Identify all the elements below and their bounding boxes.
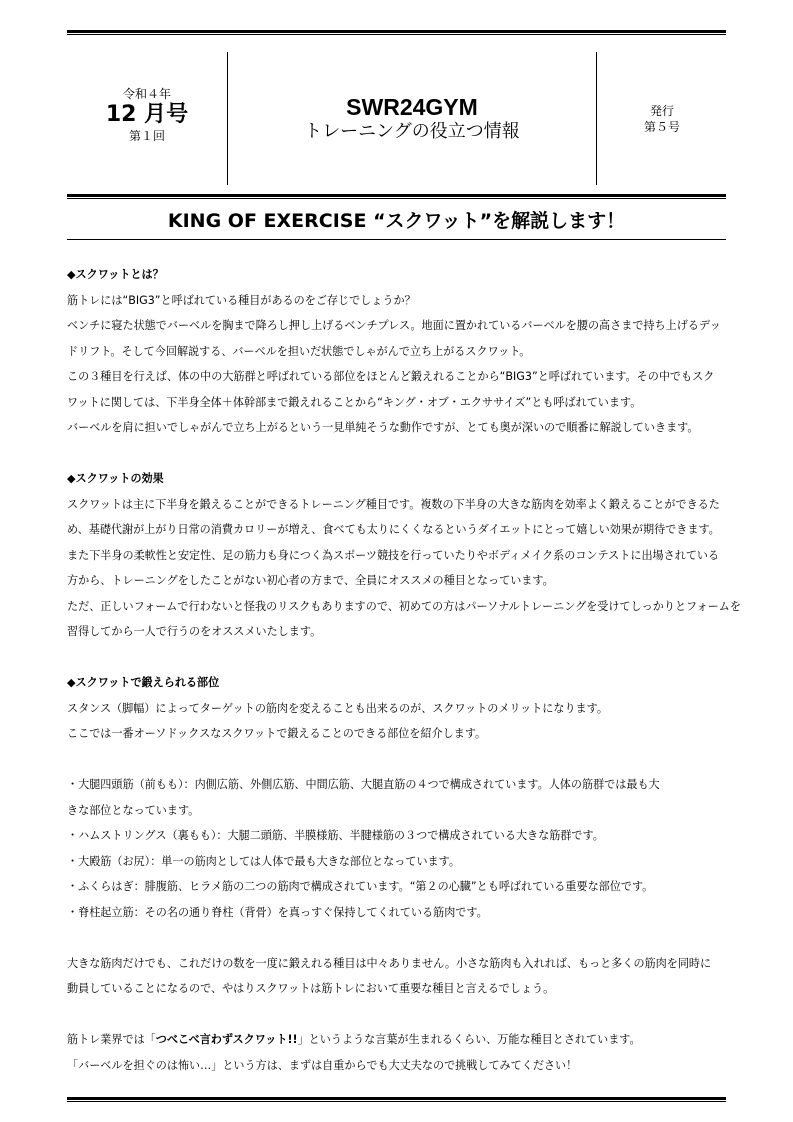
paragraph-line: ワットに関しては、下半身全体＋体幹部まで鍛えれることから“キング・オブ・エクササイズ”とも呼ばれています。 bbox=[67, 395, 642, 409]
paragraph-line: ただ、正しいフォームで行わないと怪我のリスクもありますので、初めての方はパーソナルトレーニングを受けてしっかりとフォームを bbox=[67, 599, 741, 613]
spacer bbox=[67, 645, 726, 671]
section-title-what: ◆スクワットとは？ bbox=[67, 268, 164, 281]
saying-prefix: 筋トレ業界では「 bbox=[67, 1033, 156, 1046]
paragraph-line: ドリフト。そして今回解説する、バーベルを担いだ状態でしゃがんで立ち上がるスクワット。 bbox=[67, 344, 531, 358]
saying-emphasis: つべこべ言わずスクワット!! bbox=[155, 1033, 298, 1046]
publisher-label: 発行 bbox=[649, 104, 674, 118]
paragraph-line: 筋トレには“BIG3”と呼ばれている種目があるのをご存じでしょうか？ bbox=[67, 293, 416, 307]
spacer bbox=[67, 747, 726, 773]
paragraph-line: ここでは一番オーソドックスなスクワットで鍛えることのできる部位を紹介します。 bbox=[67, 727, 487, 740]
paragraph-line: また下半身の柔軟性と安定性、足の筋力も身につく為スポーツ競技を行っていたりやボディメイク系のコンテストに出場されている bbox=[67, 548, 720, 562]
paragraph-line: 動員していることになるので、やはりスクワットは筋トレにおいて重要な種目と言えるでしょう。 bbox=[67, 982, 555, 995]
spacer bbox=[67, 925, 726, 951]
section-title-muscles: ◆スクワットで鍛えられる部位 bbox=[67, 676, 220, 689]
paragraph-line: スクワットは主に下半身を鍛えることができるトレーニング種目です。複数の下半身の大きな筋肉を効率よく鍛えることができるた bbox=[67, 497, 720, 511]
publisher-number: 第５号 bbox=[643, 120, 680, 134]
muscle-list-item: ・大殿筋（お尻）：単一の筋肉としては人体で最も大きな部位となっています。 bbox=[67, 854, 460, 868]
issue-era: 令和４年 bbox=[122, 87, 171, 101]
muscle-list-item: ・ハムストリングス（裏もも）：大腿二頭筋、半膜様筋、半腱様筋の３つで構成されている大きな筋群です。 bbox=[67, 829, 604, 842]
saying-suffix: 」というような言葉が生まれるくらい、万能な種目とされています。 bbox=[297, 1033, 641, 1046]
paragraph-line: この３種目を行えば、体の中の大筋群と呼ばれている部位をほとんど鍛えれることから“BIG3”と呼ばれています。その中でもスク bbox=[67, 370, 715, 383]
muscle-list-item: ・脊柱起立筋：その名の通り脊柱（背骨）を真っすぐ保持してくれている筋肉です。 bbox=[67, 905, 488, 919]
headline-rule bbox=[67, 239, 726, 240]
paragraph-line: 大きな筋肉だけでも、これだけの数を一度に鍛えれる種目は中々ありません。小さな筋肉も入れれば、もっと多くの筋肉を同時に bbox=[67, 956, 712, 970]
bottom-double-rule bbox=[67, 1097, 726, 1102]
muscle-list-item: きな部位となっています。 bbox=[67, 803, 200, 817]
page-headline: KING OF EXERCISE “スクワット”を解説します！ bbox=[167, 210, 626, 232]
issue-month: 12 月号 bbox=[105, 102, 189, 127]
paragraph-line: 習得してから一人で行うのをオススメいたします。 bbox=[67, 625, 322, 638]
paragraph-line: スタンス（脚幅）によってターゲットの筋肉を変えることも出来るのが、スクワットのメリットになります。 bbox=[67, 701, 608, 715]
issue-info bbox=[67, 86, 227, 144]
publisher-info bbox=[597, 103, 727, 135]
header-bottom-rule bbox=[67, 194, 726, 199]
spacer bbox=[67, 1002, 726, 1028]
paragraph-line: め、基礎代謝が上がり日常の消費カロリーが増え、食べても太りにくくなるというダイエットにとって嬉しい効果が期待できます。 bbox=[67, 523, 720, 536]
muscle-list-item: ・ふくらはぎ：腓腹筋、ヒラメ筋の二つの筋肉で構成されています。“第２の心臓”とも呼ばれている重要な部位です。 bbox=[67, 880, 654, 893]
paragraph-line: 方から、トレーニングをしたことがない初心者の方まで、全員にオススメの種目となっています。 bbox=[67, 574, 554, 587]
muscle-list-item: ・大腿四頭筋（前もも）：内側広筋、外側広筋、中間広筋、大腿直筋の４つで構成されています。人体の筋群では最も大 bbox=[67, 778, 660, 791]
gym-subtitle: トレーニングの役立つ情報 bbox=[304, 121, 520, 142]
issue-volume: 第１回 bbox=[128, 129, 165, 143]
top-double-rule bbox=[67, 30, 726, 35]
paragraph-line: バーベルを肩に担いでしゃがんで立ち上がるという一見単純そうな動作ですが、とても奥が深いので順番に解説していきます。 bbox=[67, 421, 699, 434]
section-title-effect: ◆スクワットの効果 bbox=[67, 472, 164, 485]
spacer bbox=[67, 441, 726, 467]
article-body bbox=[67, 262, 741, 1078]
gym-name: SWR24GYM bbox=[346, 94, 478, 120]
paragraph-line: ベンチに寝た状態でバーベルを胸まで降ろし押し上げるベンチプレス。地面に置かれているバーベルを腰の高さまで持ち上げるデッ bbox=[67, 319, 721, 332]
closing-line: 「バーベルを担ぐのは怖い…」という方は、まずは自重からでも大丈夫なので挑戦してみてください！ bbox=[67, 1058, 578, 1072]
masthead bbox=[228, 94, 596, 144]
saying-line bbox=[67, 1027, 726, 1053]
